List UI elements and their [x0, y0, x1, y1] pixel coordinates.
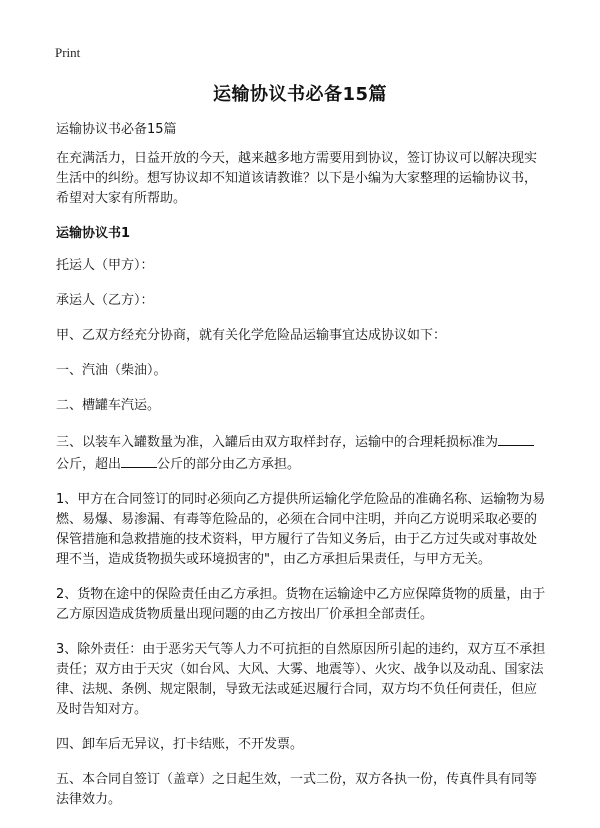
item-two: 二、槽罐车汽运。 [56, 398, 161, 413]
item-one: 一、汽油（柴油）。 [56, 363, 167, 378]
blank-field [121, 453, 157, 468]
party-b-line: 承运人（乙方）： [56, 293, 154, 308]
section-heading: 运输协议书1 [56, 226, 131, 241]
clause-two: 2、货物在途中的保险责任由乙方承担。货物在运输途中乙方应保障货物的质量，由于乙方原因造成货物质量出现问题的由乙方按出厂价承担全部责任。 [56, 587, 546, 622]
document-body [56, 120, 546, 825]
item-three-part-b: 公斤，超出 [56, 457, 122, 472]
clause-three: 3、除外责任：由于恶劣天气等人力不可抗拒的自然原因所引起的违约，双方互不承担责任；双方由于天灾（如台风、大风、大雾、地震等）、火灾、战争以及动乱、国家法律、法规、条例、规定限制，导致无法或延迟履行合同，双方均不负任何责任，但应及时告知对方。 [56, 642, 546, 717]
item-three-part-c: 公斤的部分由乙方承担。 [157, 457, 301, 472]
item-five: 五、本合同自签订（盖章）之日起生效，一式二份，双方各执一份，传真件具有同等法律效力。 [56, 772, 538, 807]
print-link[interactable]: Print [55, 45, 81, 60]
agreement-line: 甲、乙双方经充分协商，就有关化学危险品运输事宜达成协议如下： [56, 328, 447, 343]
document-subtitle: 运输协议书必备15篇 [56, 122, 177, 137]
item-four: 四、卸车后无异议，打卡结账，不开发票。 [56, 737, 304, 752]
intro-paragraph: 在充满活力，日益开放的今天，越来越多地方需要用到协议，签订协议可以解决现实生活中的纠纷。想写协议却不知道该请教谁？以下是小编为大家整理的运输协议书，希望对大家有所帮助。 [56, 151, 538, 206]
item-three [56, 431, 546, 475]
party-a-line: 托运人（甲方）： [56, 258, 154, 273]
item-three-part-a: 三、以装车入罐数量为准，入罐后由双方取样封存，运输中的合理耗损标准为 [56, 435, 499, 450]
clause-one: 1、甲方在合同签订的同时必须向乙方提供所运输化学危险品的准确名称、运输物为易燃、易爆、易渗漏、有毒等危险品的，必须在合同中注明，并向乙方说明采取必要的保管措施和急救措施的技术资料，甲方履行了告知义务后，由于乙方过失或对事故处理不当，造成货物损失或环境损害的"，由乙方承担后果责任，与甲方无关。 [56, 492, 546, 567]
page-title: 运输协议书必备15篇 [212, 84, 388, 105]
blank-field [498, 431, 534, 446]
